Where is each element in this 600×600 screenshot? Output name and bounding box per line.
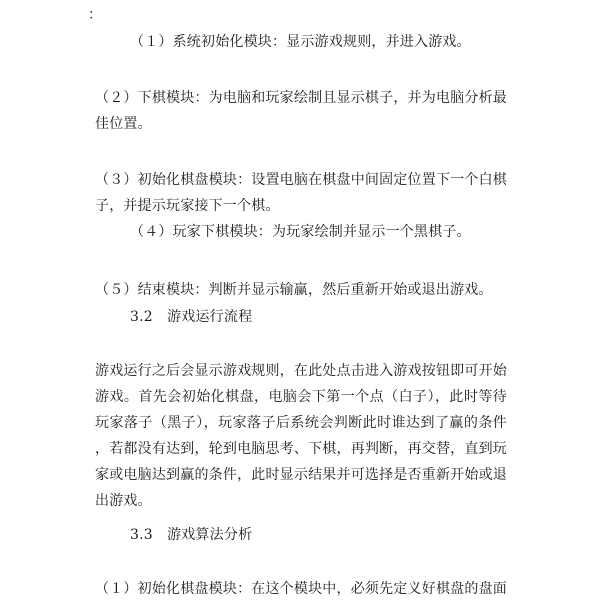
- module-item-5: （５）结束模块：判断并显示输赢，然后重新开始或退出游戏。: [95, 282, 493, 298]
- module-item-1: （１）系统初始化模块：显示游戏规则，并进入游戏。: [130, 34, 471, 50]
- stray-colon: ：: [88, 7, 103, 23]
- section-heading-3-2: 3.2 游戏运行流程: [130, 309, 253, 325]
- flow-paragraph-line-1: 游戏运行之后会显示游戏规则，在此处点击进入游戏按钮即可开始: [95, 363, 507, 379]
- flow-paragraph-line-6: 出游戏。: [95, 493, 152, 509]
- section-heading-3-3: 3.3 游戏算法分析: [130, 527, 253, 543]
- flow-paragraph-line-5: 家或电脑达到赢的条件，此时显示结果并可选择是否重新开始或退: [95, 467, 507, 483]
- module-item-3-line-2: 子，并提示玩家接下一个棋。: [95, 198, 280, 214]
- algorithm-item-1-line-1: （１）初始化棋盘模块：在这个模块中，必须先定义好棋盘的盘面: [95, 581, 507, 597]
- module-item-2-line-2: 佳位置。: [95, 116, 152, 132]
- module-item-4: （４）玩家下棋模块：为玩家绘制并显示一个黑棋子。: [130, 224, 471, 240]
- module-item-2-line-1: （２）下棋模块：为电脑和玩家绘制且显示棋子，并为电脑分析最: [95, 90, 507, 106]
- flow-paragraph-line-3: 玩家落子（黑子），玩家落子后系统会判断此时谁达到了赢的条件: [95, 415, 507, 431]
- flow-paragraph-line-4: ，若都没有达到，轮到电脑思考、下棋，再判断，再交替，直到玩: [95, 441, 507, 457]
- module-item-3-line-1: （３）初始化棋盘模块：设置电脑在棋盘中间固定位置下一个白棋: [95, 172, 507, 188]
- flow-paragraph-line-2: 游戏。首先会初始化棋盘，电脑会下第一个点（白子），此时等待: [95, 389, 507, 405]
